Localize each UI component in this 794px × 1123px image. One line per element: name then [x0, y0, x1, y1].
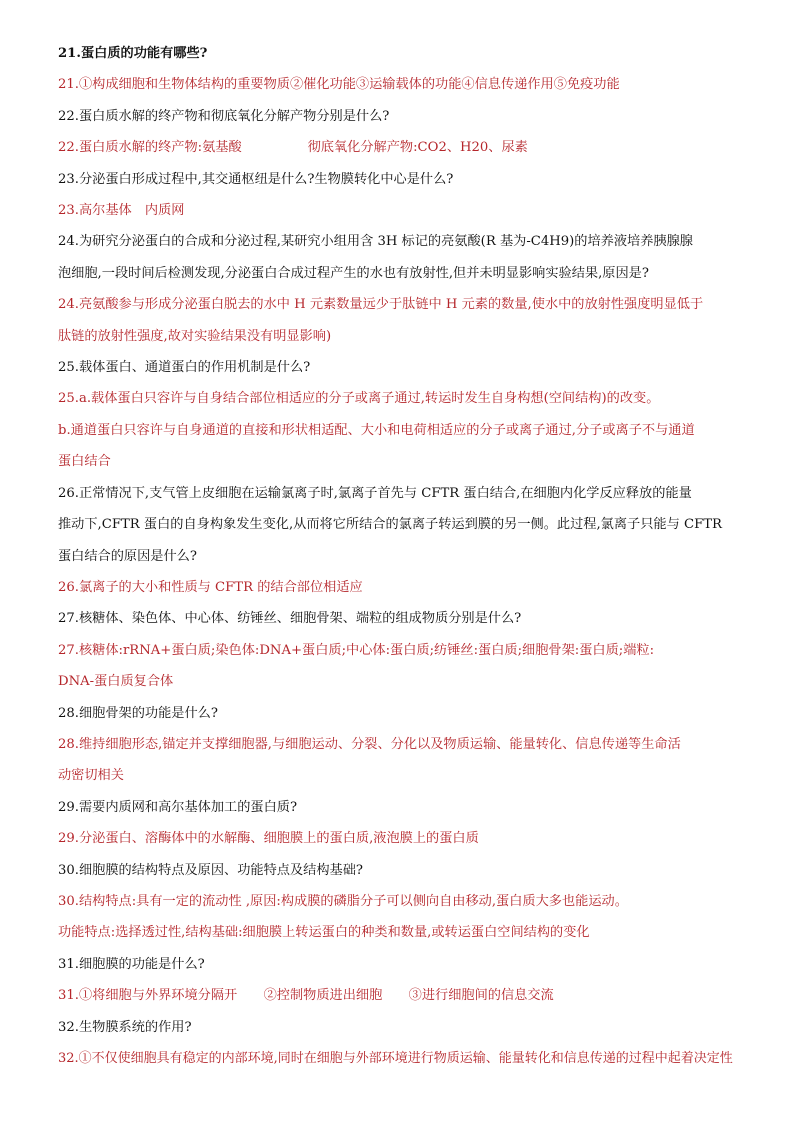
- answer-line: 30.结构特点:具有一定的流动性 ,原因:构成膜的磷脂分子可以侧向自由移动,蛋白质大多也能运动。: [58, 893, 628, 909]
- question-line: 30.细胞膜的结构特点及原因、功能特点及结构基础?: [58, 862, 363, 878]
- answer-line: 功能特点:选择透过性,结构基础:细胞膜上转运蛋白的种类和数量,或转运蛋白空间结构的变化: [58, 925, 590, 941]
- answer-line: 32.①不仅使细胞具有稳定的内部环境,同时在细胞与外部环境进行物质运输、能量转化和信息传递的过程中起着决定性: [58, 1051, 733, 1066]
- document-body: [58, 38, 740, 1074]
- question-line: 泡细胞,一段时间后检测发现,分泌蛋白合成过程产生的水也有放射性,但并未明显影响实验结果,原因是?: [58, 265, 649, 281]
- answer-line: DNA-蛋白质复合体: [58, 674, 174, 690]
- answer-line: 24.亮氨酸参与形成分泌蛋白脱去的水中 H 元素数量远少于肽链中 H 元素的数量,使水中的放射性强度明显低于: [58, 297, 704, 313]
- question-line: 21.蛋白质的功能有哪些?: [58, 46, 208, 61]
- question-line: 26.正常情况下,支气管上皮细胞在运输氯离子时,氯离子首先与 CFTR 蛋白结合,在细胞内化学反应释放的能量: [58, 485, 692, 501]
- answer-line: 28.维持细胞形态,锚定并支撑细胞器,与细胞运动、分裂、分化以及物质运输、能量转化、信息传递等生命活: [58, 736, 681, 752]
- answer-line: 29.分泌蛋白、溶酶体中的水解酶、细胞膜上的蛋白质,液泡膜上的蛋白质: [58, 831, 479, 847]
- answer-line: 27.核糖体:rRNA+蛋白质;染色体:DNA+蛋白质;中心体:蛋白质;纺锤丝:蛋白质;细胞骨架:蛋白质;端粒:: [58, 642, 655, 658]
- answer-line: 31.①将细胞与外界环境分隔开 ②控制物质进出细胞 ③进行细胞间的信息交流: [58, 988, 554, 1004]
- question-line: 蛋白结合的原因是什么?: [58, 548, 197, 564]
- answer-line: b.通道蛋白只容许与自身通道的直接和形状相适配、大小和电荷相适应的分子或离子通过,分子或离子不与通道: [58, 422, 695, 438]
- question-line: 22.蛋白质水解的终产物和彻底氧化分解产物分别是什么?: [58, 108, 390, 124]
- answer-line: 26.氯离子的大小和性质与 CFTR 的结合部位相适应: [58, 579, 363, 595]
- question-line: 32.生物膜系统的作用?: [58, 1019, 192, 1035]
- answer-line: 动密切相关: [58, 768, 124, 784]
- answer-line: 25.a.载体蛋白只容许与自身结合部位相适应的分子或离子通过,转运时发生自身构想(空间结构)的改变。: [58, 391, 660, 407]
- question-line: 29.需要内质网和高尔基体加工的蛋白质?: [58, 799, 298, 815]
- question-line: 27.核糖体、染色体、中心体、纺锤丝、细胞骨架、端粒的组成物质分别是什么?: [58, 611, 522, 627]
- answer-line: 22.蛋白质水解的终产物:氨基酸 彻底氧化分解产物:CO2、H20、尿素: [58, 140, 528, 156]
- question-line: 31.细胞膜的功能是什么?: [58, 956, 205, 972]
- question-line: 28.细胞骨架的功能是什么?: [58, 705, 218, 721]
- question-line: 23.分泌蛋白形成过程中,其交通枢纽是什么?生物膜转化中心是什么?: [58, 171, 454, 187]
- answer-line: 肽链的放射性强度,故对实验结果没有明显影响): [58, 328, 332, 344]
- answer-line: 23.高尔基体 内质网: [58, 203, 185, 219]
- answer-line: 蛋白结合: [58, 454, 111, 470]
- question-line: 25.载体蛋白、通道蛋白的作用机制是什么?: [58, 360, 311, 376]
- answer-line: 21.①构成细胞和生物体结构的重要物质②催化功能③运输载体的功能④信息传递作用⑤免疫功能: [58, 77, 620, 93]
- question-line: 推动下,CFTR 蛋白的自身构象发生变化,从而将它所结合的氯离子转运到膜的另一侧。此过程,氯离子只能与 CFTR: [58, 517, 722, 533]
- question-line: 24.为研究分泌蛋白的合成和分泌过程,某研究小组用含 3H 标记的亮氨酸(R 基为-C4H9)的培养液培养胰腺腺: [58, 234, 693, 250]
